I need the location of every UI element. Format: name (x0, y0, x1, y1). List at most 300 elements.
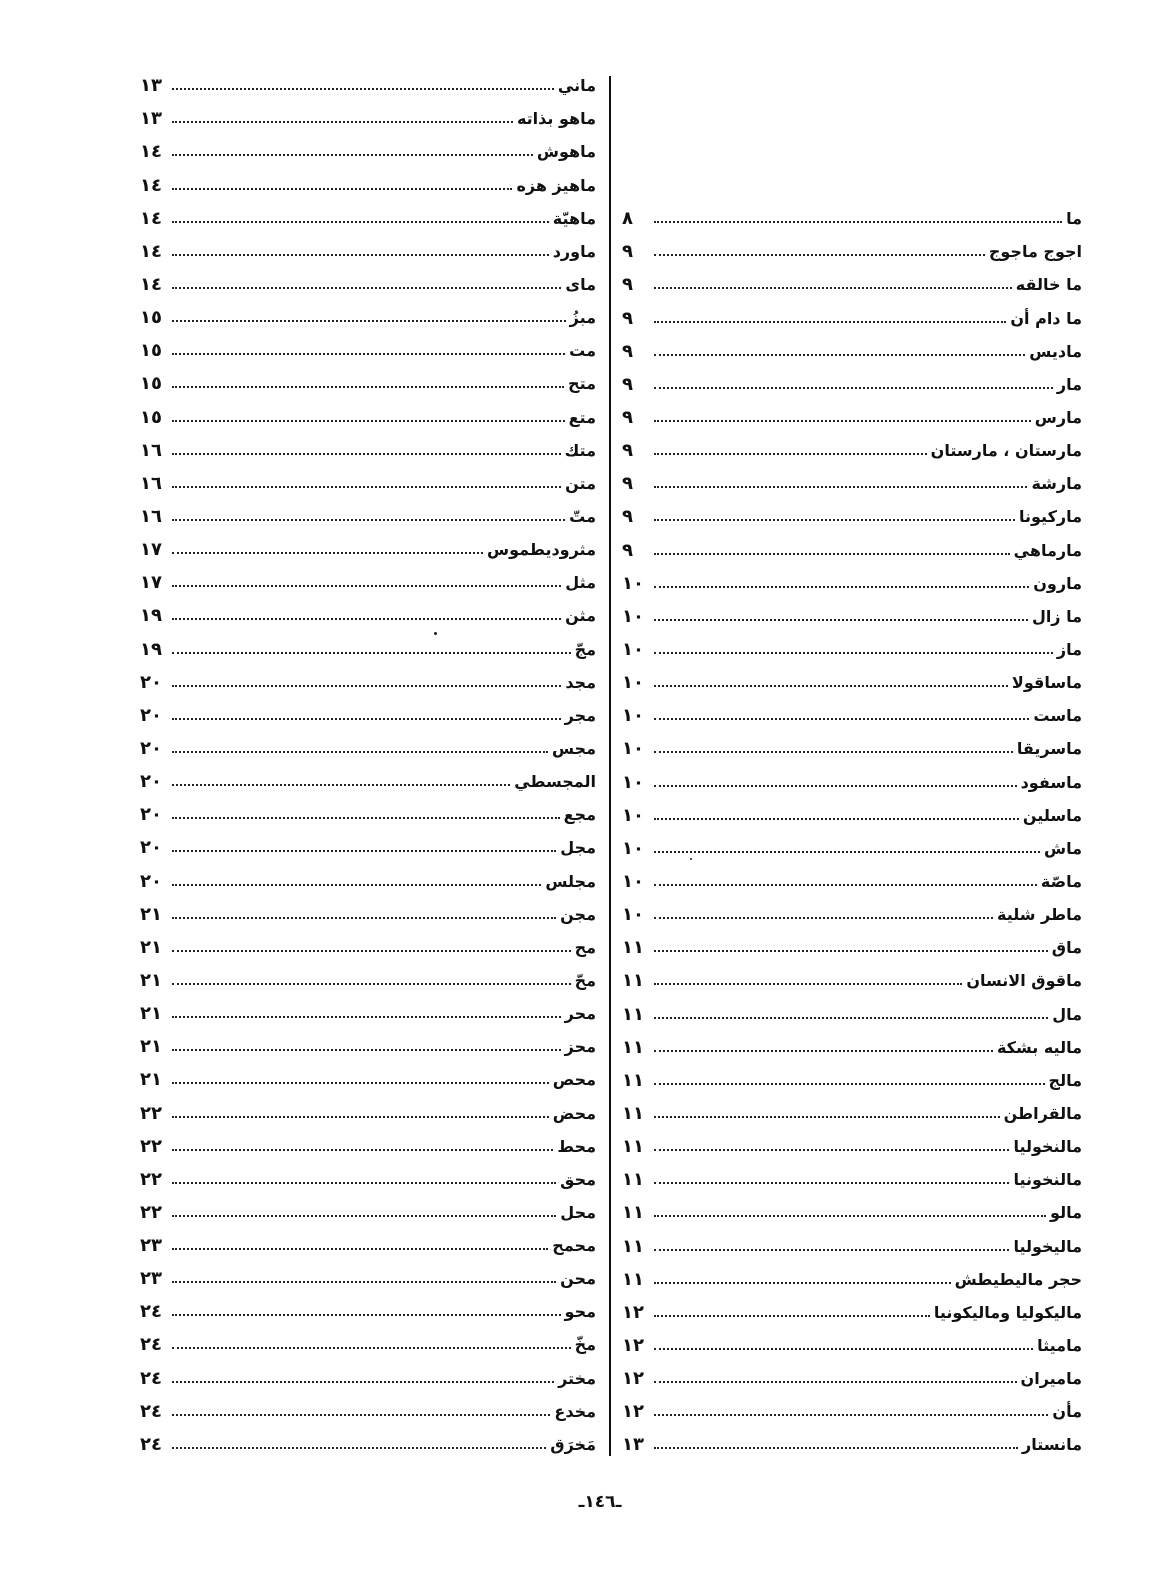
dot-leader (172, 1149, 553, 1151)
entry-word: ماليكوليا وماليكونيا (933, 1302, 1082, 1322)
entry-page-number: ١٦ (140, 505, 162, 527)
entry-word: مجر (564, 705, 596, 725)
entry-word: ماصّة (1040, 871, 1082, 891)
dot-leader (654, 1315, 930, 1317)
entry-word: مثروديطموس (487, 540, 596, 560)
entry-word: ماست (1033, 706, 1082, 726)
dot-leader (654, 652, 1053, 654)
dot-leader (172, 917, 556, 919)
index-entry (140, 66, 596, 99)
entry-page-number: ١٠ (622, 605, 644, 627)
entry-word: مجّ (574, 639, 596, 659)
entry-page-number: ١٠ (622, 705, 644, 727)
index-entry (622, 1359, 1082, 1392)
index-entry (140, 1425, 596, 1458)
entry-page-number: ١٤ (140, 273, 162, 295)
dot-leader (172, 983, 571, 985)
index-entry (622, 232, 1082, 265)
index-entry (140, 629, 596, 662)
dot-leader (172, 88, 554, 90)
dot-leader (654, 254, 985, 256)
entry-word: ماسلين (1022, 805, 1082, 825)
page-number: ـ١٤٦ـ (578, 1492, 622, 1512)
entry-word: مارستان ، مارستان (930, 441, 1082, 461)
entry-page-number: ٢١ (140, 969, 162, 991)
index-entry (622, 663, 1082, 696)
index-entry (622, 994, 1082, 1027)
entry-word: ماليه بشكة (996, 1037, 1082, 1057)
entry-word: مار (1056, 374, 1082, 394)
entry-word: ما (1066, 209, 1082, 229)
entry-page-number: ٢١ (140, 1069, 162, 1091)
entry-word: ماركيونا (1018, 507, 1082, 527)
dot-leader (172, 552, 483, 554)
dot-leader (172, 353, 565, 355)
entry-page-number: ١٥ (140, 373, 162, 395)
entry-page-number: ١٩ (140, 605, 162, 627)
entry-page-number: ١٤ (140, 240, 162, 262)
entry-page-number: ١٦ (140, 472, 162, 494)
entry-word: مجن (560, 904, 596, 924)
index-entry (140, 165, 596, 198)
entry-page-number: ١٤ (140, 207, 162, 229)
index-entry (622, 1028, 1082, 1061)
dot-leader (172, 486, 561, 488)
entry-word: ماهوش (536, 142, 596, 162)
dot-leader (172, 453, 561, 455)
index-entry (140, 928, 596, 961)
dot-leader (654, 453, 927, 455)
entry-word: محق (560, 1169, 596, 1189)
entry-word: مثل (565, 573, 596, 593)
index-column-left (140, 66, 596, 1458)
index-entry (622, 961, 1082, 994)
index-entry (140, 364, 596, 397)
entry-word: ماميران (1020, 1369, 1082, 1389)
index-entry (140, 464, 596, 497)
index-entry (622, 1226, 1082, 1259)
index-entry (622, 199, 1082, 232)
entry-page-number: ١٠ (622, 904, 644, 926)
index-entry (140, 1392, 596, 1425)
dot-leader (172, 1281, 556, 1283)
dot-leader (172, 121, 513, 123)
entry-page-number: ٢٠ (140, 704, 162, 726)
entry-page-number: ١٠ (622, 837, 644, 859)
dot-leader (654, 1050, 993, 1052)
entry-page-number: ١٥ (140, 307, 162, 329)
entry-page-number: ٢٠ (140, 870, 162, 892)
index-entry (140, 696, 596, 729)
dot-leader (654, 917, 993, 919)
index-entry (622, 928, 1082, 961)
entry-page-number: ٢٣ (140, 1235, 162, 1257)
dot-leader (172, 221, 549, 223)
entry-page-number: ١١ (622, 1169, 644, 1191)
index-entry (622, 1193, 1082, 1226)
entry-page-number: ١١ (622, 1069, 644, 1091)
entry-word: محّ (574, 970, 596, 990)
entry-word: مجع (563, 805, 596, 825)
entry-page-number: ٩ (622, 406, 633, 428)
entry-page-number: ٢٢ (140, 1201, 162, 1223)
entry-word: ما زال (1031, 606, 1082, 626)
index-entry (140, 762, 596, 795)
entry-page-number: ٢٠ (140, 837, 162, 859)
dot-leader (654, 519, 1015, 521)
index-entry (140, 1259, 596, 1292)
dot-leader (172, 420, 565, 422)
index-entry (140, 1027, 596, 1060)
dot-leader (172, 1447, 546, 1449)
entry-page-number: ١٠ (622, 572, 644, 594)
index-entry (622, 1392, 1082, 1425)
entry-word: محو (564, 1302, 596, 1322)
entry-page-number: ١٣ (140, 75, 162, 97)
index-entry (622, 398, 1082, 431)
entry-word: محص (552, 1070, 596, 1090)
entry-page-number: ١٦ (140, 439, 162, 461)
entry-word: محض (552, 1103, 596, 1123)
entry-word: مارشة (1031, 474, 1082, 494)
dot-leader (654, 1447, 1018, 1449)
index-entry (622, 1094, 1082, 1127)
index-entry (140, 729, 596, 762)
entry-page-number: ٢٢ (140, 1168, 162, 1190)
dot-leader (172, 519, 565, 521)
dot-leader (654, 1116, 1000, 1118)
entry-word: حجر ماليطيطش (954, 1269, 1082, 1289)
entry-page-number: ٢٠ (140, 804, 162, 826)
entry-word: مارس (1034, 407, 1082, 427)
entry-word: متن (565, 473, 596, 493)
index-entry (622, 464, 1082, 497)
index-entry (140, 961, 596, 994)
entry-page-number: ١٠ (622, 738, 644, 760)
entry-page-number: ١١ (622, 1268, 644, 1290)
entry-page-number: ١١ (622, 1235, 644, 1257)
index-entry (622, 497, 1082, 530)
index-entry (622, 729, 1082, 762)
dot-leader (654, 685, 1008, 687)
dot-leader (172, 784, 510, 786)
index-entry (622, 298, 1082, 331)
entry-page-number: ١١ (622, 937, 644, 959)
entry-page-number: ١٣ (140, 108, 162, 130)
dot-leader (172, 1347, 571, 1349)
dot-leader (654, 1249, 1009, 1251)
entry-word: ماسفود (1020, 772, 1082, 792)
entry-word: ماديس (1029, 341, 1082, 361)
entry-page-number: ١١ (622, 1136, 644, 1158)
index-entry (140, 1292, 596, 1325)
entry-word: مارماهي (1013, 540, 1082, 560)
index-entry (622, 1425, 1082, 1458)
entry-word: ماليخوليا (1013, 1236, 1082, 1256)
index-entry (140, 795, 596, 828)
entry-word: ماميثا (1037, 1335, 1082, 1355)
entry-word: ماطر شلية (996, 905, 1082, 925)
index-entry (622, 332, 1082, 365)
index-entry (140, 199, 596, 232)
dot-leader (172, 287, 561, 289)
entry-word: مح (574, 937, 596, 957)
entry-page-number: ٩ (622, 373, 633, 395)
entry-page-number: ٢٣ (140, 1268, 162, 1290)
index-entry (140, 431, 596, 464)
entry-word: متّ (569, 506, 596, 526)
entry-word: محن (560, 1269, 596, 1289)
entry-page-number: ٢١ (140, 1003, 162, 1025)
entry-word: اجوج ماجوج (988, 242, 1082, 262)
dot-leader (172, 1215, 556, 1217)
entry-page-number: ١٩ (140, 638, 162, 660)
dot-leader (654, 387, 1053, 389)
index-entry (622, 265, 1082, 298)
entry-word: ماهيز هزه (516, 175, 596, 195)
entry-word: مالنخوليا (1013, 1137, 1082, 1157)
index-entry (140, 331, 596, 364)
entry-page-number: ١٧ (140, 539, 162, 561)
dot-leader (654, 950, 1048, 952)
index-entry (140, 1127, 596, 1160)
entry-word: ماساقولا (1011, 673, 1082, 693)
dot-leader (654, 851, 1040, 853)
entry-word: مختر (558, 1368, 596, 1388)
index-entry (622, 597, 1082, 630)
entry-word: ماش (1044, 838, 1082, 858)
dot-leader (654, 1381, 1017, 1383)
index-entry (140, 861, 596, 894)
entry-word: ماز (1056, 639, 1082, 659)
entry-page-number: ١١ (622, 970, 644, 992)
index-entry (140, 828, 596, 861)
entry-word: مارون (1033, 573, 1082, 593)
entry-page-number: ١١ (622, 1003, 644, 1025)
dot-leader (654, 1017, 1048, 1019)
entry-page-number: ١٠ (622, 870, 644, 892)
entry-page-number: ٢١ (140, 1036, 162, 1058)
dot-leader (172, 386, 564, 388)
index-entry (140, 1160, 596, 1193)
entry-page-number: ١١ (622, 1036, 644, 1058)
entry-page-number: ١٣ (622, 1434, 644, 1456)
entry-word: متك (564, 440, 596, 460)
entry-word: مالنخونيا (1013, 1170, 1082, 1190)
entry-page-number: ١٢ (622, 1334, 644, 1356)
dot-leader (654, 1083, 1045, 1085)
entry-page-number: ١٤ (140, 141, 162, 163)
entry-word: متح (568, 374, 596, 394)
entry-page-number: ١٠ (622, 638, 644, 660)
entry-page-number: ٩ (622, 241, 633, 263)
index-entry (622, 1127, 1082, 1160)
index-entry (622, 1061, 1082, 1094)
index-entry (622, 365, 1082, 398)
entry-word: مجس (551, 738, 596, 758)
entry-word: مالقراطن (1003, 1103, 1082, 1123)
entry-word: مجل (560, 838, 596, 858)
dot-leader (172, 850, 556, 852)
scan-speck (690, 858, 692, 860)
index-entry (140, 1226, 596, 1259)
entry-word: متع (568, 407, 596, 427)
index-entry (140, 1060, 596, 1093)
dot-leader (654, 420, 1031, 422)
dot-leader (654, 619, 1028, 621)
dot-leader (172, 618, 561, 620)
dot-leader (172, 751, 548, 753)
entry-word: مت (569, 341, 596, 361)
index-entry (622, 530, 1082, 563)
dot-leader (172, 1116, 549, 1118)
entry-word: مخدع (554, 1401, 596, 1421)
entry-word: ماقوق الانسان (966, 971, 1082, 991)
entry-page-number: ٩ (622, 473, 633, 495)
entry-page-number: ٢٢ (140, 1135, 162, 1157)
index-entry (140, 596, 596, 629)
dot-leader (172, 685, 561, 687)
dot-leader (172, 652, 571, 654)
entry-word: محز (564, 1037, 596, 1057)
index-entry (140, 895, 596, 928)
dot-leader (172, 1248, 548, 1250)
index-entry (140, 663, 596, 696)
index-entry (140, 265, 596, 298)
index-entry (622, 431, 1082, 464)
index-entry (622, 1326, 1082, 1359)
dot-leader (654, 586, 1029, 588)
entry-page-number: ١٢ (622, 1401, 644, 1423)
entry-word: ماني (557, 76, 596, 96)
entry-word: ماهو بذاته (516, 109, 596, 129)
dot-leader (654, 486, 1027, 488)
dot-leader (654, 553, 1010, 555)
entry-page-number: ٩ (622, 440, 633, 462)
index-entry (140, 497, 596, 530)
dot-leader (172, 320, 566, 322)
dot-leader (654, 354, 1025, 356)
dot-leader (654, 785, 1017, 787)
index-entry (140, 232, 596, 265)
entry-page-number: ٢١ (140, 936, 162, 958)
dot-leader (654, 1348, 1033, 1350)
dot-leader (172, 154, 533, 156)
index-entry (140, 563, 596, 596)
dot-leader (654, 884, 1037, 886)
entry-word: محمح (552, 1236, 596, 1256)
entry-word: مبزُ (569, 308, 596, 328)
dot-leader (654, 983, 962, 985)
index-entry (622, 862, 1082, 895)
entry-page-number: ١٧ (140, 572, 162, 594)
index-entry (622, 564, 1082, 597)
entry-page-number: ٢٤ (140, 1400, 162, 1422)
dot-leader (172, 1082, 549, 1084)
column-divider-top (609, 76, 611, 156)
entry-page-number: ٨ (622, 208, 633, 230)
dot-leader (654, 718, 1029, 720)
index-entry (622, 1160, 1082, 1193)
entry-page-number: ٢٤ (140, 1433, 162, 1455)
entry-word: محط (557, 1136, 596, 1156)
entry-page-number: ١٠ (622, 804, 644, 826)
index-entry (622, 1293, 1082, 1326)
entry-word: مجد (565, 672, 596, 692)
dot-leader (172, 1314, 561, 1316)
entry-word: مأن (1052, 1402, 1082, 1422)
dot-leader (172, 1182, 556, 1184)
index-entry (622, 895, 1082, 928)
entry-page-number: ٢٤ (140, 1367, 162, 1389)
index-entry (140, 1193, 596, 1226)
dot-leader (172, 1016, 561, 1018)
dot-leader (654, 1215, 1046, 1217)
entry-word: مثن (565, 606, 596, 626)
entry-page-number: ١٠ (622, 672, 644, 694)
dot-leader (654, 1282, 951, 1284)
index-entry (622, 762, 1082, 795)
index-entry (140, 1093, 596, 1126)
entry-page-number: ١٥ (140, 340, 162, 362)
index-entry (622, 696, 1082, 729)
entry-word: ماسريقا (1016, 739, 1082, 759)
entry-page-number: ٢٤ (140, 1334, 162, 1356)
index-entry (140, 1325, 596, 1358)
entry-word: مالج (1048, 1070, 1082, 1090)
entry-page-number: ١٥ (140, 406, 162, 428)
dot-leader (654, 818, 1019, 820)
entry-page-number: ٩ (622, 307, 633, 329)
entry-word: مالو (1050, 1203, 1082, 1223)
entry-page-number: ١٢ (622, 1301, 644, 1323)
dot-leader (172, 718, 561, 720)
entry-word: المجسطي (514, 772, 596, 792)
entry-word: ماق (1051, 938, 1082, 958)
entry-page-number: ١١ (622, 1102, 644, 1124)
entry-page-number: ٩ (622, 539, 633, 561)
dot-leader (654, 1414, 1048, 1416)
dot-leader (654, 1149, 1009, 1151)
entry-word: مَخرَق (550, 1434, 596, 1454)
entry-page-number: ٢٢ (140, 1102, 162, 1124)
entry-word: محر (564, 1004, 596, 1024)
entry-word: مخّ (574, 1335, 596, 1355)
dot-leader (654, 287, 1012, 289)
dot-leader (654, 751, 1013, 753)
entry-word: ماى (565, 274, 596, 294)
entry-page-number: ١١ (622, 1202, 644, 1224)
index-entry (140, 99, 596, 132)
index-entry (140, 1358, 596, 1391)
index-entry (140, 397, 596, 430)
entry-word: ماهيّة (552, 208, 596, 228)
entry-word: ماورد (552, 241, 596, 261)
dot-leader (172, 817, 560, 819)
dot-leader (172, 1381, 554, 1383)
dot-leader (172, 1414, 550, 1416)
entry-page-number: ١٢ (622, 1368, 644, 1390)
entry-page-number: ٢١ (140, 903, 162, 925)
dot-leader (654, 221, 1062, 223)
dot-leader (172, 1049, 561, 1051)
entry-page-number: ٩ (622, 506, 633, 528)
index-entry (622, 1260, 1082, 1293)
entry-page-number: ٢٠ (140, 671, 162, 693)
entry-page-number: ١٠ (622, 771, 644, 793)
index-column-right (622, 199, 1082, 1458)
entry-word: مجلس (545, 871, 596, 891)
